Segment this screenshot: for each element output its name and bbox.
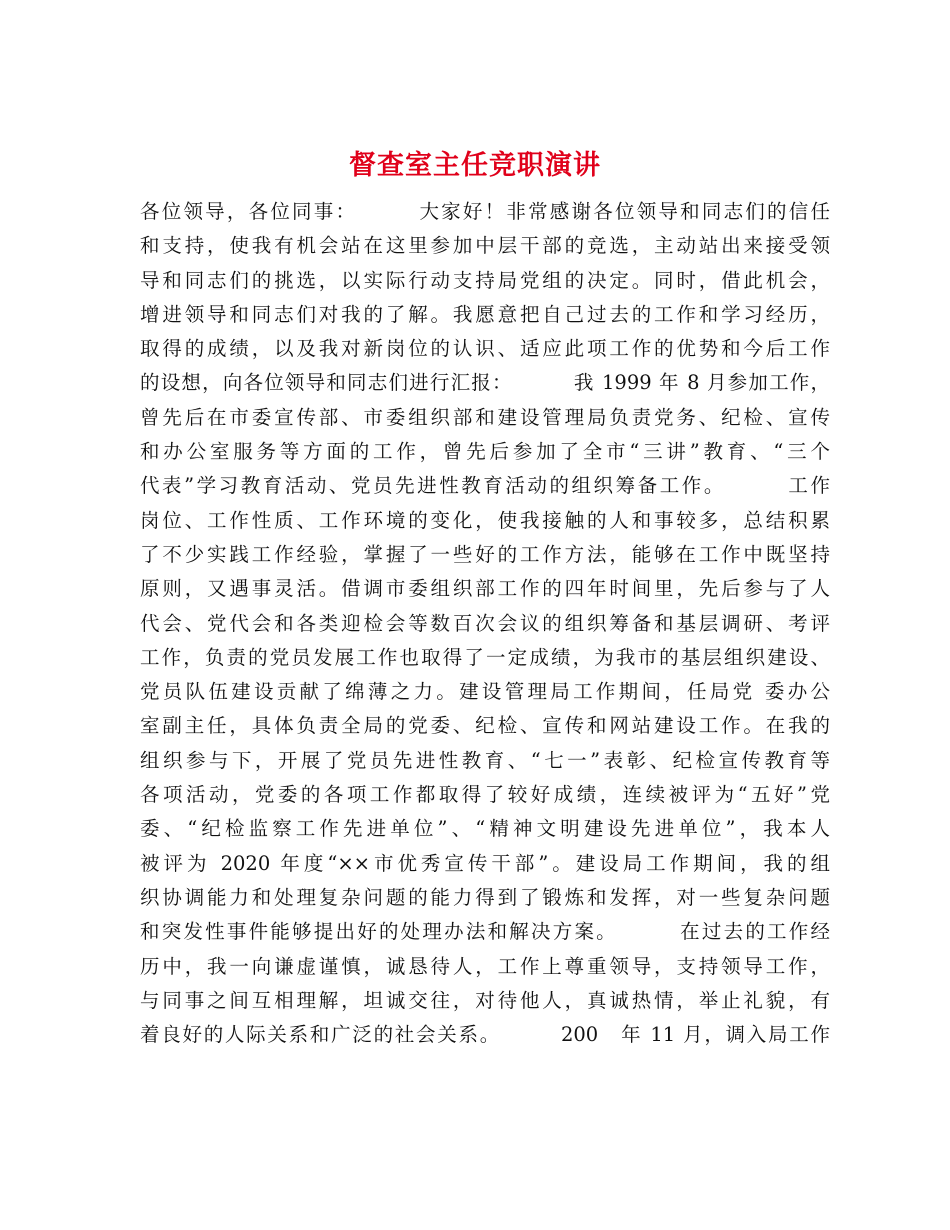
text-segment: 被评为 2020 年度“××市优秀宣传干部”。建设局工作期间，我的组 (140, 851, 830, 875)
text-line (140, 744, 830, 778)
text-segment: 各位领导，各位同事： (140, 200, 358, 223)
text-line (140, 366, 830, 400)
text-segment: 了不少实践工作经验，掌握了一些好的工作方法，能够在工作中既坚持 (140, 542, 830, 566)
text-line (140, 915, 830, 949)
text-line (140, 401, 830, 435)
text-line (140, 641, 830, 675)
text-segment: 工作 (785, 474, 830, 498)
text-segment: 和支持，使我有机会站在这里参加中层干部的竞选，主动站出来接受领 (140, 234, 830, 258)
text-line (140, 195, 830, 229)
text-line (140, 778, 830, 812)
text-segment: 党员队伍建设贡献了绵薄之力。建设管理局工作期间，任局党 委办公 (140, 680, 830, 704)
text-segment: 岗位、工作性质、工作环境的变化，使我接触的人和事较多，总结积累 (140, 508, 830, 532)
text-segment: 织协调能力和处理复杂问题的能力得到了锻炼和发挥，对一些复杂问题 (140, 885, 830, 909)
text-segment: 室副主任，具体负责全局的党委、纪检、宣传和网站建设工作。在我的 (140, 714, 830, 738)
text-line (140, 675, 830, 709)
text-segment: 大家好！非常感谢各位领导和同志们的信任 (417, 200, 830, 223)
text-line (140, 1018, 830, 1052)
text-segment: 与同事之间互相理解，坦诚交往，对待他人，真诚热情，举止礼貌，有 (140, 988, 830, 1012)
text-line (140, 607, 830, 641)
document-body (140, 195, 830, 1052)
text-line (140, 950, 830, 984)
text-line (140, 709, 830, 743)
text-line (140, 469, 830, 503)
text-segment: 取得的成绩，以及我对新岗位的认识、适应此项工作的优势和今后工作 (140, 337, 830, 361)
text-segment: 组织参与下，开展了党员先进性教育、“七一”表彰、纪检宣传教育等 (140, 748, 830, 772)
text-line (140, 847, 830, 881)
text-segment: 和突发性事件能够提出好的处理办法和解决方案。 (140, 920, 618, 944)
text-segment: 委、“纪检监察工作先进单位”、“精神文明建设先进单位”，我本人 (140, 817, 830, 841)
text-line (140, 264, 830, 298)
text-line (140, 538, 830, 572)
text-line (140, 229, 830, 263)
text-segment: 和办公室服务等方面的工作，曾先后参加了全市“三讲”教育、“三个 (140, 440, 830, 464)
text-line (140, 881, 830, 915)
text-segment: 原则，又遇事灵活。借调市委组织部工作的四年时间里，先后参与了人 (140, 577, 830, 601)
text-segment: 我 1999 年 8 月参加工作， (572, 371, 830, 395)
text-segment: 各项活动，党委的各项工作都取得了较好成绩，连续被评为“五好”党 (140, 783, 830, 807)
text-segment: 着良好的人际关系和广泛的社会关系。 (140, 1023, 501, 1047)
document-title: 督查室主任竞职演讲 (349, 150, 601, 182)
text-line (140, 504, 830, 538)
text-segment: 在过去的工作经 (677, 920, 830, 944)
text-line (140, 984, 830, 1018)
text-segment: 代会、党代会和各类迎检会等数百次会议的组织筹备和基层调研、考评 (140, 611, 830, 635)
text-segment: 导和同志们的挑选，以实际行动支持局党组的决定。同时，借此机会， (140, 268, 830, 292)
text-segment: 工作，负责的党员发展工作也取得了一定成绩，为我市的基层组织建设、 (140, 645, 830, 669)
text-line (140, 332, 830, 366)
text-segment: 历中，我一向谦虚谨慎，诚恳待人，工作上尊重领导，支持领导工作， (140, 954, 830, 978)
text-line (140, 812, 830, 846)
text-line (140, 298, 830, 332)
text-segment: 曾先后在市委宣传部、市委组织部和建设管理局负责党务、纪检、宣传 (140, 405, 830, 429)
text-segment: 增进领导和同志们对我的了解。我愿意把自己过去的工作和学习经历， (140, 302, 830, 326)
text-line (140, 572, 830, 606)
text-segment: 代表”学习教育活动、党员先进性教育活动的组织筹备工作。 (140, 474, 726, 498)
text-segment: 200 年 11 月，调入局工作 (560, 1023, 830, 1047)
text-segment: 的设想，向各位领导和同志们进行汇报： (140, 371, 513, 395)
text-line (140, 435, 830, 469)
